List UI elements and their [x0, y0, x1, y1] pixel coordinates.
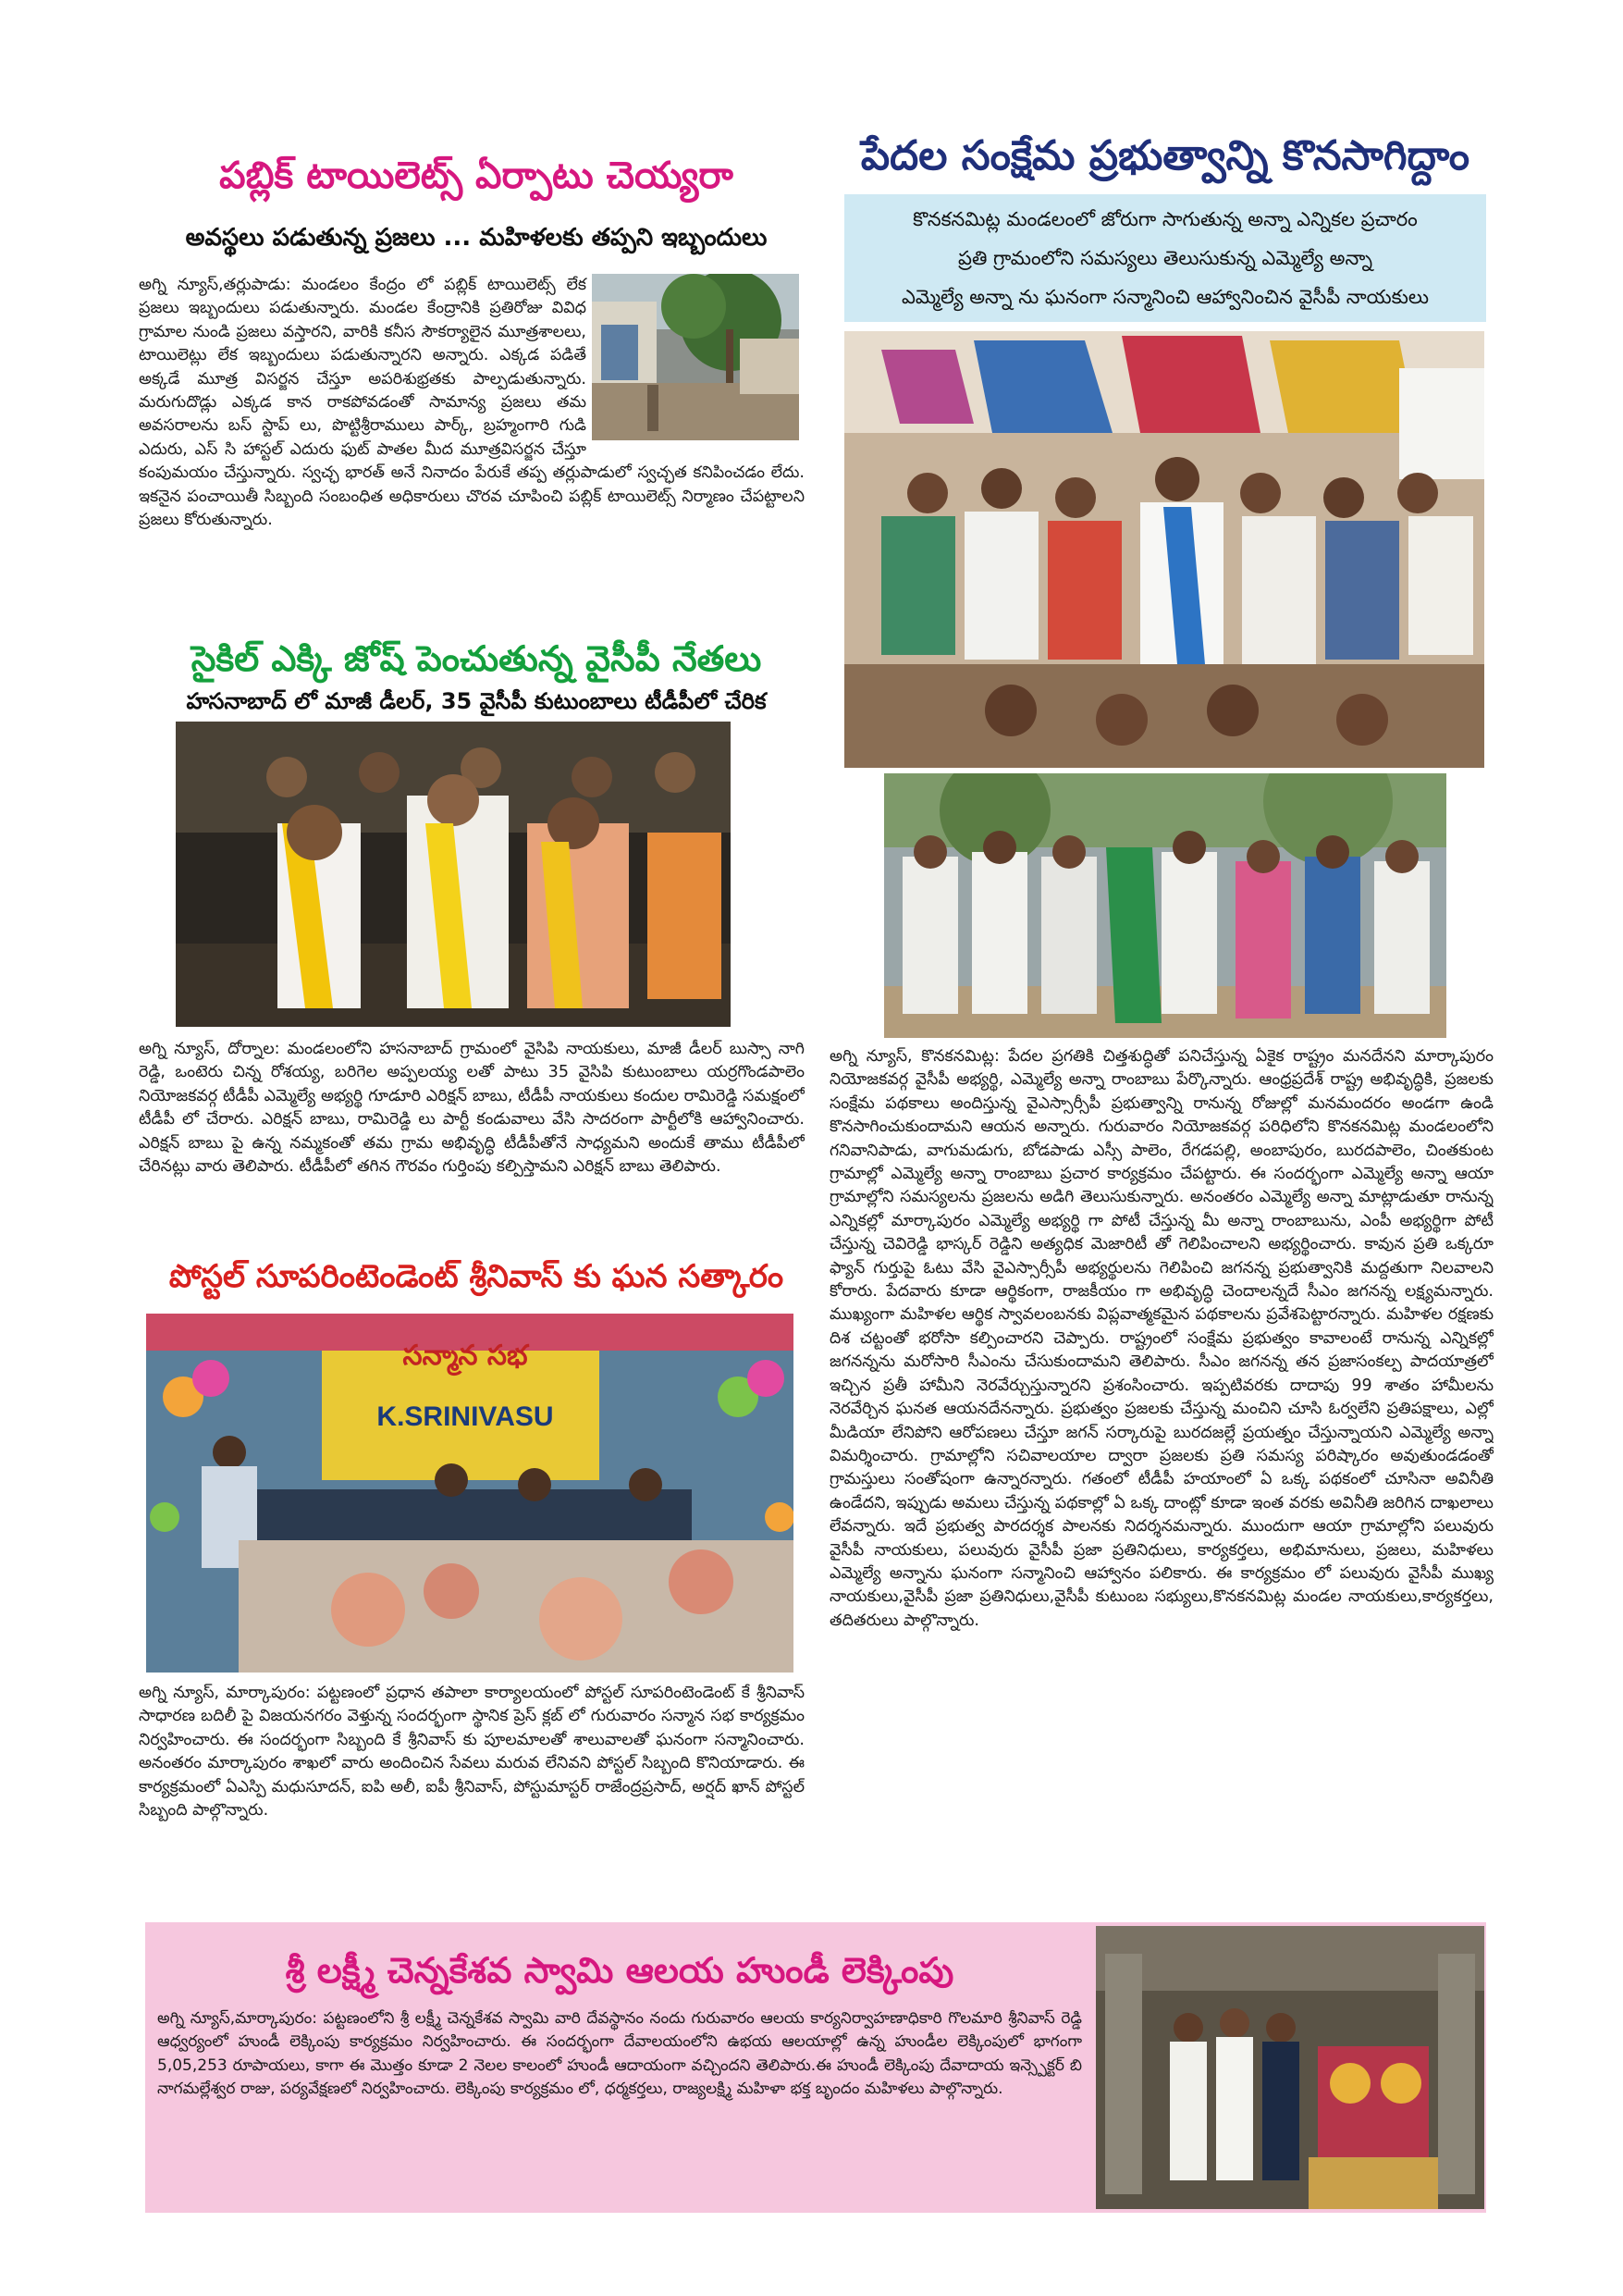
postal-body: అగ్ని న్యూస్, మార్కాపురం: పట్టణంలో ప్రధాన తపాలా కార్యాలయంలో పోస్టల్ సూపరింటెండెంట్ కే శ్రీనివాస్ సాధారణ బదిలీ పై విజయనగరం వెళ్తున్న సందర్భంగా స్థానిక ప్రెస్ క్లబ్ లో గురువారం సన్మాన సభ కార్యక్రమం నిర్వహించారు. ఈ సందర్భంగా సిబ్బంది కే శ్రీనివాస్ కు పూలమాలతో శాలువాలతో ఘనంగా సన్మానించారు. అనంతరం మార్కాపురం శాఖలో వారు అందించిన సేవలు మరువ లేనివని పోస్టల్ సిబ్బంది కొనియాడారు. ఈ కార్యక్రమంలో ఏఎస్పి మధుసూదన్, ఐపి అలీ, ఐపీ శ్రీనివాస్, పోస్టుమాస్టర్ రాజేంద్రప్రసాద్, అర్షద్ ఖాన్ పోస్టల్ సిబ్బంది పాల్గొన్నారు. [139, 1684, 805, 1821]
temple-photo [1096, 1926, 1484, 2209]
postal-banner-name: K.SRINIVASU [376, 1401, 554, 1432]
postal-photo [146, 1314, 793, 1673]
welfare-summary-line-2: ప్రతి గ్రామంలోని సమస్యలు తెలుసుకున్న ఎమ్మెల్యే అన్నా [958, 247, 1372, 269]
toilets-headline: పబ్లిక్ టాయిలెట్స్ ఏర్పాటు చెయ్యరా [219, 154, 733, 197]
welfare-photo-secondary [884, 773, 1446, 1038]
cycle-subheadline: హసనాబాద్ లో మాజీ డీలర్, 35 వైసీపీ కుటుంబాలు టీడీపీలో చేరిక [186, 688, 767, 714]
temple-headline: శ్రీ లక్ష్మీ చెన్నకేశవ స్వామి ఆలయ హుండీ లెక్కింపు [285, 1950, 954, 1991]
toilets-subheadline: అవస్థలు పడుతున్న ప్రజలు ... మహిళలకు తప్పని ఇబ్బందులు [185, 224, 768, 252]
postal-banner-title: సన్మాన సభ [402, 1339, 528, 1372]
cycle-photo [176, 722, 731, 1027]
welfare-summary-line-3: ఎమ్మెల్యే అన్నా ను ఘనంగా సన్మానించి ఆహ్వానించిన వైసీపీ నాయకులు [901, 286, 1430, 308]
postal-headline: పోస్టల్ సూపరింటెండెంట్ శ్రీనివాస్ కు ఘన సత్కారం [168, 1258, 784, 1295]
toilets-body: అగ్ని న్యూస్,తర్లుపాడు: మండలం కేంద్రం లో పబ్లిక్ టాయిలెట్స్ లేక ప్రజలు ఇబ్బందులు పడుతున్నారు. మండల కేంద్రానికి ప్రతిరోజు వివిధ గ్రామాల నుండి ప్రజలు వస్తారని, వారికి కనీస సౌకర్యాలైన మూత్రశాలలు, టాయిలెట్లు లేక ఇబ్బందులు పడుతున్నారని అన్నారు. ఎక్కడ పడితే అక్కడే మూత్ర విసర్జన చేస్తూ అపరిశుభ్రతకు పాల్పడుతున్నారు. మరుగుదొడ్లు ఎక్కడ కాన రాకపోవడంతో సామాన్య ప్రజలు తమ అవసరాలను బస్ స్టాప్ లు, పొట్టిశ్రీరాములు పార్క్, బ్రహ్మంగారి గుడి ఎదురు, ఎస్ సి హాస్టల్ ఎదురు ఫుట్ పాతల మీద మూత్రవిసర్జన చేస్తూ కంపుమయం చేస్తున్నారు. స్వచ్ఛ భారత్ అనే నినాదం పేరుకే తప్ప తర్లుపాడులో స్వచ్ఛత కనిపించడం లేదు. ఇకనైన పంచాయితీ సిబ్బంది సంబంధిత అధికారులు చొరవ చూపించి పబ్లిక్ టాయిలెట్స్ నిర్మాణం చేపట్టాలని ప్రజలు కోరుతున్నారు. [139, 276, 805, 530]
welfare-headline: పేదల సంక్షేమ ప్రభుత్వాన్ని కొనసాగిద్దాం [860, 132, 1470, 179]
welfare-photo-main [844, 331, 1484, 768]
cycle-body: అగ్ని న్యూస్, దోర్నాల: మండలంలోని హసనాబాద్ గ్రామంలో వైసిపి నాయకులు, మాజీ డీలర్ బుస్సా నాగి రెడ్డి, ఒంటెరు చిన్న రోశయ్య, బరిగెల అప్పలయ్య లతో పాటు 35 వైసిపి కుటుంబాలు యర్రగొండపాలెం నియోజకవర్గ టీడీపీ ఎమ్మెల్యే అభ్యర్థి గూడూరి ఎరిక్షన్ బాబు, టీడీపీ నాయకులు కందుల రామిరెడ్డి సమక్షంలో టీడీపీ లో చేరారు. ఎరిక్షన్ బాబు, రామిరెడ్డి లు పార్టీ కండువాలు వేసి సాదరంగా పార్టీలోకి ఆహ్వానించారు. ఎరిక్షన్ బాబు పై ఉన్న నమ్మకంతో తమ గ్రామ అభివృద్ధి టీడీపీతోనే సాధ్యమని అందుకే తాము టీడీపీలో చేరినట్లు వారు తెలిపారు. టీడీపీలో తగిన గౌరవం గుర్తింపు కల్పిస్తామని ఎరిక్షన్ బాబు తెలిపారు. [139, 1040, 805, 1177]
welfare-body: అగ్ని న్యూస్, కొనకనమిట్ల: పేదల ప్రగతికి చిత్తశుద్ధితో పనిచేస్తున్న ఏకైక రాష్ట్రం మనదేనని మార్కాపురం నియోజకవర్గ వైసీపీ అభ్యర్థి, ఎమ్మెల్యే అన్నా రాంబాబు పేర్కొన్నారు. ఆంధ్రప్రదేశ్ రాష్ట్ర అభివృద్ధికి, ప్రజలకు సంక్షేమ పథకాలు అందిస్తున్న వైఎస్సార్సీపీ ప్రభుత్వాన్ని రానున్న రోజుల్లో మనమందరం అండగా ఉండి కొనసాగించుకుందామని ఆయన అన్నారు. గురువారం నియోజకవర్గ పరిధిలోని కొనకనమిట్ల మండలంలోని గనివానిపాడు, వాగుమడుగు, బోడపాడు ఎస్సీ పాలెం, రేగడపల్లి, అంబాపురం, బురదపాలెం, చింతకుంట గ్రామాల్లో ఎమ్మెల్యే అన్నా రాంబాబు ప్రచార కార్యక్రమం చేపట్టారు. ఈ సందర్భంగా ఎమ్మెల్యే అన్నా ఆయా గ్రామాల్లోని సమస్యలను ప్రజలను అడిగి తెలుసుకున్నారు. అనంతరం ఎమ్మెల్యే అన్నా మాట్లాడుతూ రానున్న ఎన్నికల్లో మార్కాపురం ఎమ్మెల్యే అభ్యర్థి గా పోటీ చేస్తున్న మీ అన్నా రాంబాబును, ఎంపీ అభ్యర్థిగా పోటీ చేస్తున్న చెవిరెడ్డి భాస్కర్ రెడ్డిని అత్యధిక మెజారిటీ తో గెలిపించాలని అభ్యర్థించారు. కావున ప్రతి ఒక్కరూ ఫ్యాన్ గుర్తుపై ఓటు వేసి వైఎస్సార్సీపీ అభ్యర్థులను గెలిపించి జగనన్న ప్రభుత్వానికి మద్దతుగా నిలవాలని కోరారు. పేదవారు కూడా ఆర్థికంగా, రాజకీయం గా అభివృద్ధి చెందాలన్నదే సీఎం జగనన్న లక్ష్యమన్నారు. ముఖ్యంగా మహిళల ఆర్థిక స్వావలంబనకు విప్లవాత్మకమైన పథకాలను ప్రవేశపెట్టారన్నారు. మహిళల రక్షణకు దిశ చట్టంతో భరోసా కల్పించారని చెప్పారు. రాష్ట్రంలో సంక్షేమ ప్రభుత్వం కావాలంటే రానున్న ఎన్నికల్లో జగనన్నను మరోసారి సీఎంను చేసుకుందామని తెలిపారు. సీఎం జగనన్న తన ప్రజాసంకల్ప పాదయాత్రలో ఇచ్చిన ప్రతీ హామీని నెరవేర్చుస్తున్నారని ప్రశంసించారు. ఇప్పటివరకు దాదాపు 99 శాతం హామీలను నెరవేర్చిన ఘనత ఆయనదేనన్నారు. ప్రభుత్వం ప్రజలకు చేస్తున్న మంచిని చూసి ఓర్వలేని ప్రతిపక్షాలు, ఎల్లో మీడియా లేనిపోని ఆరోపణలు చేస్తూ జగన్ సర్కారుపై బురదజల్లే ప్రయత్నం చేస్తున్నాయని ఎమ్మెల్యే అన్నా విమర్శించారు. గ్రామాల్లోని సచివాలయాల ద్వారా ప్రజలకు ప్రతి సమస్య పరిష్కారం అవుతుండడంతో గ్రామస్తులు సంతోషంగా ఉన్నారన్నారు. గతంలో టీడీపీ హయాంలో ఏ ఒక్క పథకంలో చూసినా అవినీతి ఉండేదని, ఇప్పుడు అమలు చేస్తున్న పథకాల్లో ఏ ఒక్క దాంట్లో కూడా ఇంత వరకు అవినీతి జరిగిన దాఖలాలు లేవన్నారు. ఇదే ప్రభుత్వ పారదర్శక పాలనకు నిదర్శనమన్నారు. ముందుగా ఆయా గ్రామాల్లోని పలువురు వైసీపీ నాయకులు, పలువురు వైసీపీ ప్రజా ప్రతినిధులు, కార్యకర్తలు, అభిమానులు, ప్రజలు, మహిళలు ఎమ్మెల్యే అన్నాను ఘనంగా సన్మానించి ఆహ్వానం పలికారు. ఈ కార్యక్రమం లో పలువురు వైసీపీ ముఖ్య నాయకులు,వైసీపీ ప్రజా ప్రతినిధులు,వైసీపీ కుటుంబ సభ్యులు,కొనకనమిట్ల మండల నాయకులు,కార్యకర్తలు, తదితరులు పాల్గొన్నారు. [830, 1047, 1494, 1630]
welfare-summary-box [844, 194, 1486, 322]
toilets-photo-spacer [586, 274, 805, 442]
temple-body: అగ్ని న్యూస్,మార్కాపురం: పట్టణంలోని శ్రీ లక్ష్మీ చెన్నకేశవ స్వామి వారి దేవస్థానం నందు గురువారం ఆలయ కార్యనిర్వాహణాధికారి గొలమారి శ్రీనివాస్ రెడ్డి ఆధ్వర్యంలో హుండీ లెక్కింపు కార్యక్రమం నిర్వహించారు. ఈ సందర్భంగా దేవాలయంలోని ఉభయ ఆలయాల్లో ఉన్న హుండీల లెక్కింపులో భాగంగా 5,05,253 రూపాయలు, కాగా ఈ మొత్తం కూడా 2 నెలల కాలంలో హుండీ ఆదాయంగా వచ్చిందని తెలిపారు.ఈ హుండీ లెక్కింపు దేవాదాయ ఇన్స్పెక్టర్ బి నాగమల్లేశ్వర రాజు, పర్యవేక్షణలో నిర్వహించారు. లెక్కింపు కార్యక్రమం లో, ధర్మకర్తలు, రాజ్యలక్ష్మి మహిళా భక్త బృందం మహిళలు పాల్గొన్నారు. [157, 2009, 1082, 2099]
welfare-summary-line-1: కొనకనమిట్ల మండలంలో జోరుగా సాగుతున్న అన్నా ఎన్నికల ప్రచారం [913, 208, 1418, 230]
cycle-headline: సైకిల్ ఎక్కి జోష్ పెంచుతున్న వైసీపీ నేతలు [191, 638, 762, 679]
